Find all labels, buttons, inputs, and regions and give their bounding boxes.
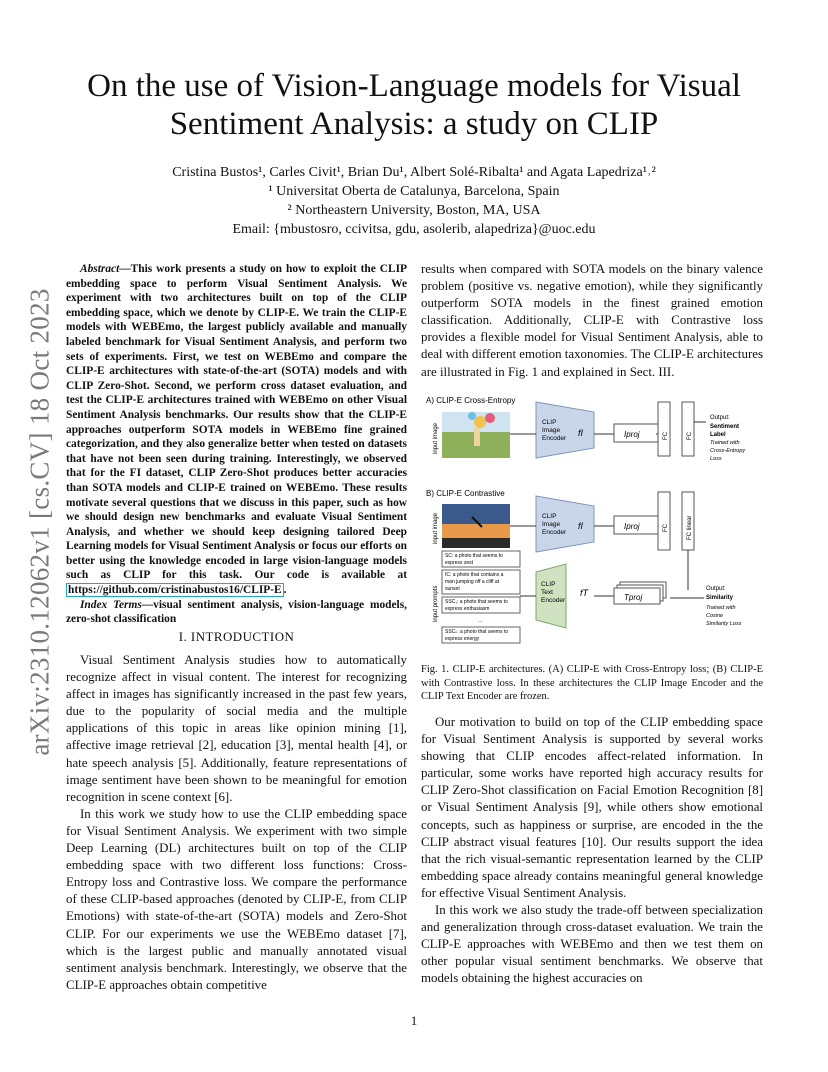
- svg-text:Image: Image: [542, 427, 561, 434]
- svg-text:Loss: Loss: [710, 456, 722, 462]
- svg-text:Sentiment: Sentiment: [710, 424, 740, 430]
- svg-text:Trained with: Trained with: [706, 605, 736, 611]
- svg-text:Iproj: Iproj: [624, 430, 640, 439]
- index-terms: —visual sentiment analysis, vision-language models, zero-shot classification: [66, 598, 407, 626]
- right-paragraph-2: Our motivation to build on top of the CLIP embedding space for Visual Sentiment Analysis is supported by several works showing that CLIP encodes affect-related information. In particular, some works have reported high accuracy results for CLIP Zero-Shot classification on Facial Emotion Recognition [8] or Visual Sentiment Analysis [9], while others show emotional concepts, such as happiness or surprise, are encoded in the the CLIP abstract visual features [10]. Our results support the idea that the rich visual-semantic representation learned by the CLIP embedding space already contains meaningful general knowledge for effective Visual Sentiment Analysis.: [421, 715, 763, 900]
- prompt-list: [442, 551, 520, 643]
- svg-text:Text: Text: [541, 589, 553, 596]
- intro-paragraph-1: Visual Sentiment Analysis studies how to automatically recognize affect in visual content. The interest for recognizing affect in images has significantly increased in the past few years, due to the popularity of social media and the multiple applications of this topic in areas like opinion mining [1], affective image retrieval [2], education [3], mental health [4], or hate speech analysis [5]. Additionally, feature representations of image sentiment have been shown to be meaningful for emotion recognition in scene context [6].: [66, 653, 407, 804]
- title-line-2: Sentiment Analysis: a study on CLIP: [169, 106, 659, 142]
- input-image-label-a: input image: [433, 422, 439, 454]
- prompt-text: man jumping off a cliff at: [445, 579, 500, 585]
- fc-a2: [682, 402, 694, 456]
- svg-text:CLIP: CLIP: [541, 581, 556, 588]
- figure-1-architecture: [424, 392, 769, 654]
- abstract-label: Abstract: [80, 263, 120, 275]
- svg-text:Output:: Output:: [710, 415, 730, 421]
- title-line-1: On the use of Vision-Language models for Visual: [87, 68, 741, 104]
- prompt-text: express energy: [445, 636, 480, 642]
- svg-text:FC: FC: [663, 432, 669, 440]
- svg-text:Iproj: Iproj: [624, 522, 640, 531]
- authors: Cristina Bustos¹, Carles Civit¹, Brian Du¹, Albert Solé-Ribalta¹ and Agata Lapedriza¹˒²: [172, 165, 656, 180]
- svg-text:Similarity Loss: Similarity Loss: [706, 621, 742, 627]
- svg-text:FC linear: FC linear: [687, 515, 693, 540]
- prompt-text: ...: [478, 618, 483, 624]
- svg-text:Image: Image: [542, 521, 561, 528]
- svg-text:Output:: Output:: [706, 586, 726, 592]
- svg-text:fT: fT: [580, 588, 588, 598]
- right-paragraph-3: In this work we also study the trade-off between specialization and generalization through cross-dataset evaluation. We train the CLIP-E approaches with WEBEmo and then we test them on other popular visual sentiment benchmarks. We observe that models obtaining the highest accuracies on: [421, 903, 763, 986]
- right-column-bottom: [421, 714, 763, 988]
- prompt-text: IC: a photo that contains a: [445, 572, 504, 578]
- panel-a-title: A) CLIP-E Cross-Entropy: [426, 396, 516, 405]
- svg-text:CLIP: CLIP: [542, 419, 557, 426]
- svg-text:CLIP: CLIP: [542, 513, 557, 520]
- affiliation-1: ¹ Universitat Oberta de Catalunya, Barcelona, Spain: [268, 184, 560, 199]
- svg-text:Trained with: Trained with: [710, 440, 740, 446]
- svg-text:Encoder: Encoder: [542, 529, 567, 536]
- right-paragraph-1: results when compared with SOTA models on the binary valence problem (positive vs. negative emotion), while they significantly outperform SOTA models in the finest grained emotion classification. Additionally, CLIP-E with Contrastive loss provides a flexible model for Visual Sentiment Analysis, able to deal with different emotion taxonomies. The CLIP-E architectures are illustrated in Fig. 1 and explained in Sect. III.: [421, 262, 763, 379]
- svg-text:FC: FC: [663, 524, 669, 532]
- svg-text:Cosine: Cosine: [706, 613, 724, 619]
- svg-text:fI: fI: [578, 428, 584, 438]
- prompt-text: SSC₁: a photo that seems to: [445, 599, 508, 605]
- prompt-text: express enthusiasm: [445, 606, 490, 612]
- svg-text:Tproj: Tproj: [624, 593, 643, 602]
- intro-paragraph-2: In this work we study how to use the CLIP embedding space for Visual Sentiment Analysis. We experiment with two simple Deep Learning (DL) architectures built on top of the CLIP embedding space with two different loss functions: Cross-Entropy loss and Contrastive loss. We compare the performance of these CLIP-based approaches (denoted by CLIP-E, from CLIP Emotions) with state-of-the-art (SOTA) models and Zero-Shot CLIP. For our experiments we use the WEBEmo dataset [7], which is the largest public and manually annotated visual sentiment analysis benchmark. Interestingly, we observe that the CLIP-E approaches obtain competitive: [66, 806, 407, 992]
- fc-a1: [658, 402, 670, 456]
- paper-title: [60, 67, 768, 143]
- svg-text:Similarity: Similarity: [706, 595, 734, 601]
- abstract-text: —This work presents a study on how to exploit the CLIP embedding space to perform Visual Sentiment Analysis. We experiment with two architectures built on top of the CLIP embedding space, which we denote by CLIP-E. We train the CLIP-E models with WEBEmo, the largest publicly available and manually labeled benchmark for Visual Sentiment Analysis, and perform two sets of experiments. First, we test on WEBEmo and compare the CLIP-E architectures with state-of-the-art (SOTA) models and with CLIP Zero-Shot. Second, we perform cross dataset evaluation, and test the CLIP-E architectures trained with WEBEmo on other Visual Sentiment Analysis benchmarks. Our results show that the CLIP-E approaches outperform SOTA models in WEBEmo fine grained categorization, and they also generalize better when tested on datasets that have not been seen during training. Interestingly, we observed that for the FI dataset, CLIP Zero-Shot produces better accuracies than SOTA models and CLIP-E trained on WEBEmo. These results motivate several questions that we discuss in this paper, such as how we should design new benchmarks and evaluate Visual Sentiment Analysis, and whether we should keep designing tailored Deep Learning models for Visual Sentiment Analysis or focus our efforts on better using the knowledge encoded in large vision-language models such as CLIP for this task. Our code is available at: [66, 263, 407, 582]
- svg-text:Encoder: Encoder: [541, 597, 566, 604]
- author-block: [60, 163, 768, 239]
- input-prompts-label: input prompts: [433, 585, 439, 622]
- index-terms-label: Index Terms: [80, 598, 142, 611]
- abstract: Abstract—This work presents a study on how to exploit the CLIP embedding space to perform Visual Sentiment Analysis. We experiment with two architectures built on top of the CLIP embedding space, which we denote by CLIP-E. We train the CLIP-E models with WEBEmo, the largest publicly available and manually labeled benchmark for Visual Sentiment Analysis, and perform two sets of experiments. First, we test on WEBEmo and compare the CLIP-E architectures with state-of-the-art (SOTA) models and with CLIP Zero-Shot. Second, we perform cross dataset evaluation, and test the CLIP-E architectures trained with WEBEmo on other Visual Sentiment Analysis benchmarks. Our results show that the CLIP-E approaches outperform SOTA models in WEBEmo fine grained categorization, and they also generalize better when tested on datasets that have not been seen during training. Interestingly, we observed that for the FI dataset, CLIP Zero-Shot produces better accuracies than SOTA models and CLIP-E trained on WEBEmo. These results motivate several questions that we discuss in this paper, such as how we should design new benchmarks and evaluate Visual Sentiment Analysis, and whether we should keep designing tailored Deep Learning models for Visual Sentiment Analysis or focus our efforts on better using the knowledge encoded in large vision-language models such as CLIP for this task. Our code is available at https://github.com/cristinabustos16/CLIP-E . Index Terms—visual sentiment analysis, vision-language models, zero-shot classification: [66, 263, 407, 626]
- page-number: 1: [410, 1013, 418, 1028]
- prompt-text: sunset: [445, 586, 460, 592]
- section-title-introduction: I. INTRODUCTION: [178, 630, 295, 644]
- svg-text:Cross-Entropy: Cross-Entropy: [710, 448, 746, 454]
- svg-text:Encoder: Encoder: [542, 435, 567, 442]
- prompt-text: SSCₙ: a photo that seems to: [445, 629, 509, 635]
- figure-caption: Fig. 1. CLIP-E architectures. (A) CLIP-E with Cross-Entropy loss; (B) CLIP-E with Contrastive loss. In these architectures the CLIP Image Encoder and the CLIP Text Encoder are frozen.: [421, 664, 763, 702]
- affiliation-2: ² Northeastern University, Boston, MA, USA: [287, 203, 541, 218]
- panel-b-title: B) CLIP-E Contrastive: [426, 489, 505, 498]
- fc-b1: [658, 492, 670, 550]
- svg-text:FC: FC: [687, 432, 693, 440]
- email: Email: {mbustosro, ccivitsa, gdu, asolerib, alapedriza}@uoc.edu: [232, 222, 596, 237]
- svg-text:input image: input image: [433, 512, 439, 544]
- prompt-text: SC: a photo that seems to: [445, 553, 503, 559]
- svg-text:Label: Label: [710, 432, 726, 438]
- arxiv-identifier: arXiv:2310.12062v1 [cs.CV] 18 Oct 2023: [24, 288, 55, 756]
- svg-text:fI: fI: [578, 521, 584, 531]
- code-link[interactable]: https://github.com/cristinabustos16/CLIP-E: [68, 584, 282, 597]
- right-column-top: [421, 261, 763, 381]
- prompt-text: express zest: [445, 560, 474, 566]
- intro-column-left: [66, 652, 407, 994]
- clip-text-encoder: [536, 564, 566, 628]
